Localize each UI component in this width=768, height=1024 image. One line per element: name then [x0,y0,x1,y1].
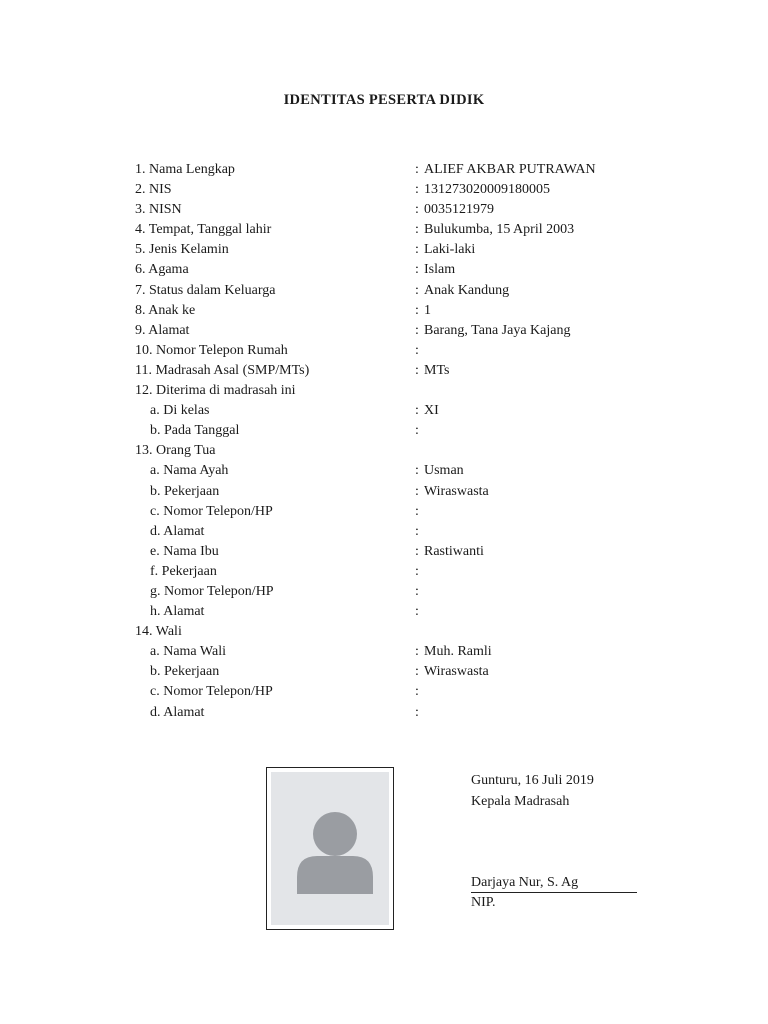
field-colon: : [415,423,419,439]
field-label: 12. Diterima di madrasah ini [135,383,296,399]
field-value: 1 [424,302,431,318]
field-row [135,381,655,401]
field-row [135,260,655,280]
field-label: d. Alamat [150,523,205,539]
field-row [135,421,655,441]
field-label: 7. Status dalam Keluarga [135,282,276,298]
field-colon: : [415,664,419,680]
field-row [135,441,655,461]
field-label: 4. Tempat, Tanggal lahir [135,222,272,238]
field-colon: : [415,202,419,218]
field-label: b. Pekerjaan [150,483,220,499]
signature-place-date: Gunturu, 16 Juli 2019 [471,773,594,788]
field-value: Islam [424,262,456,278]
field-row [135,602,655,622]
field-colon: : [415,563,419,579]
field-label: 11. Madrasah Asal (SMP/MTs) [135,362,310,378]
field-label: 10. Nomor Telepon Rumah [135,342,288,358]
field-row [135,703,655,723]
field-label: c. Nomor Telepon/HP [150,503,273,519]
field-value: XI [424,403,439,419]
field-label: d. Alamat [150,704,205,720]
field-colon: : [415,523,419,539]
field-colon: : [415,302,419,318]
field-row [135,281,655,301]
field-value: Barang, Tana Jaya Kajang [424,322,571,338]
field-value: Anak Kandung [424,282,510,298]
field-row [135,220,655,240]
field-colon: : [415,644,419,660]
field-value: 131273020009180005 [424,182,550,198]
field-row [135,160,655,180]
field-colon: : [415,583,419,599]
identity-field-list [135,160,655,723]
field-row [135,301,655,321]
signature-role: Kepala Madrasah [471,794,570,809]
field-label: f. Pekerjaan [150,563,217,579]
field-colon: : [415,342,419,358]
field-colon: : [415,282,419,298]
field-colon: : [415,483,419,499]
field-label: 13. Orang Tua [135,443,216,459]
field-label: b. Pada Tanggal [150,423,240,439]
field-value: Wiraswasta [424,664,489,680]
field-label: 2. NIS [135,182,172,198]
field-colon: : [415,704,419,720]
user-avatar-icon [271,772,389,925]
field-colon: : [415,684,419,700]
field-row [135,542,655,562]
field-label: e. Nama Ibu [150,543,219,559]
field-row [135,482,655,502]
field-value: Usman [424,463,464,479]
field-label: c. Nomor Telepon/HP [150,684,273,700]
field-row [135,522,655,542]
field-value: ALIEF AKBAR PUTRAWAN [424,162,596,177]
photo-placeholder [266,767,394,930]
field-row [135,180,655,200]
field-colon: : [415,322,419,338]
field-row [135,240,655,260]
field-row [135,361,655,381]
field-colon: : [415,162,419,177]
field-colon: : [415,222,419,238]
field-colon: : [415,362,419,378]
field-value: Bulukumba, 15 April 2003 [424,222,575,238]
field-label: 8. Anak ke [135,302,196,318]
field-row [135,562,655,582]
field-label: a. Nama Ayah [150,463,229,479]
field-row [135,321,655,341]
field-colon: : [415,543,419,559]
field-colon: : [415,463,419,479]
field-label: a. Nama Wali [150,644,226,660]
field-row [135,341,655,361]
field-colon: : [415,604,419,620]
field-row [135,582,655,602]
field-value: 0035121979 [424,202,494,218]
field-label: a. Di kelas [150,403,210,419]
field-label: g. Nomor Telepon/HP [150,583,274,599]
field-colon: : [415,242,419,258]
field-value: Laki-laki [424,242,476,258]
field-row [135,642,655,662]
field-row [135,200,655,220]
field-label: 1. Nama Lengkap [135,162,235,177]
field-value: MTs [424,362,450,378]
field-label: 9. Alamat [135,322,190,338]
field-row [135,461,655,481]
field-label: 14. Wali [135,624,182,640]
field-colon: : [415,182,419,198]
field-row [135,662,655,682]
field-label: h. Alamat [150,604,205,620]
field-row [135,401,655,421]
field-label: 5. Jenis Kelamin [135,242,229,258]
signature-name: Darjaya Nur, S. Ag [471,873,637,893]
field-colon: : [415,503,419,519]
field-value: Wiraswasta [424,483,489,499]
field-label: 6. Agama [135,262,189,278]
field-label: 3. NISN [135,202,182,218]
field-label: b. Pekerjaan [150,664,220,680]
field-value: Muh. Ramli [424,644,492,660]
field-row [135,682,655,702]
document-title: IDENTITAS PESERTA DIDIK [283,92,485,108]
field-row [135,502,655,522]
field-colon: : [415,262,419,278]
photo-background [271,772,389,925]
field-colon: : [415,403,419,419]
signature-nip: NIP. [471,895,496,910]
field-value: Rastiwanti [424,543,484,559]
field-row [135,622,655,642]
